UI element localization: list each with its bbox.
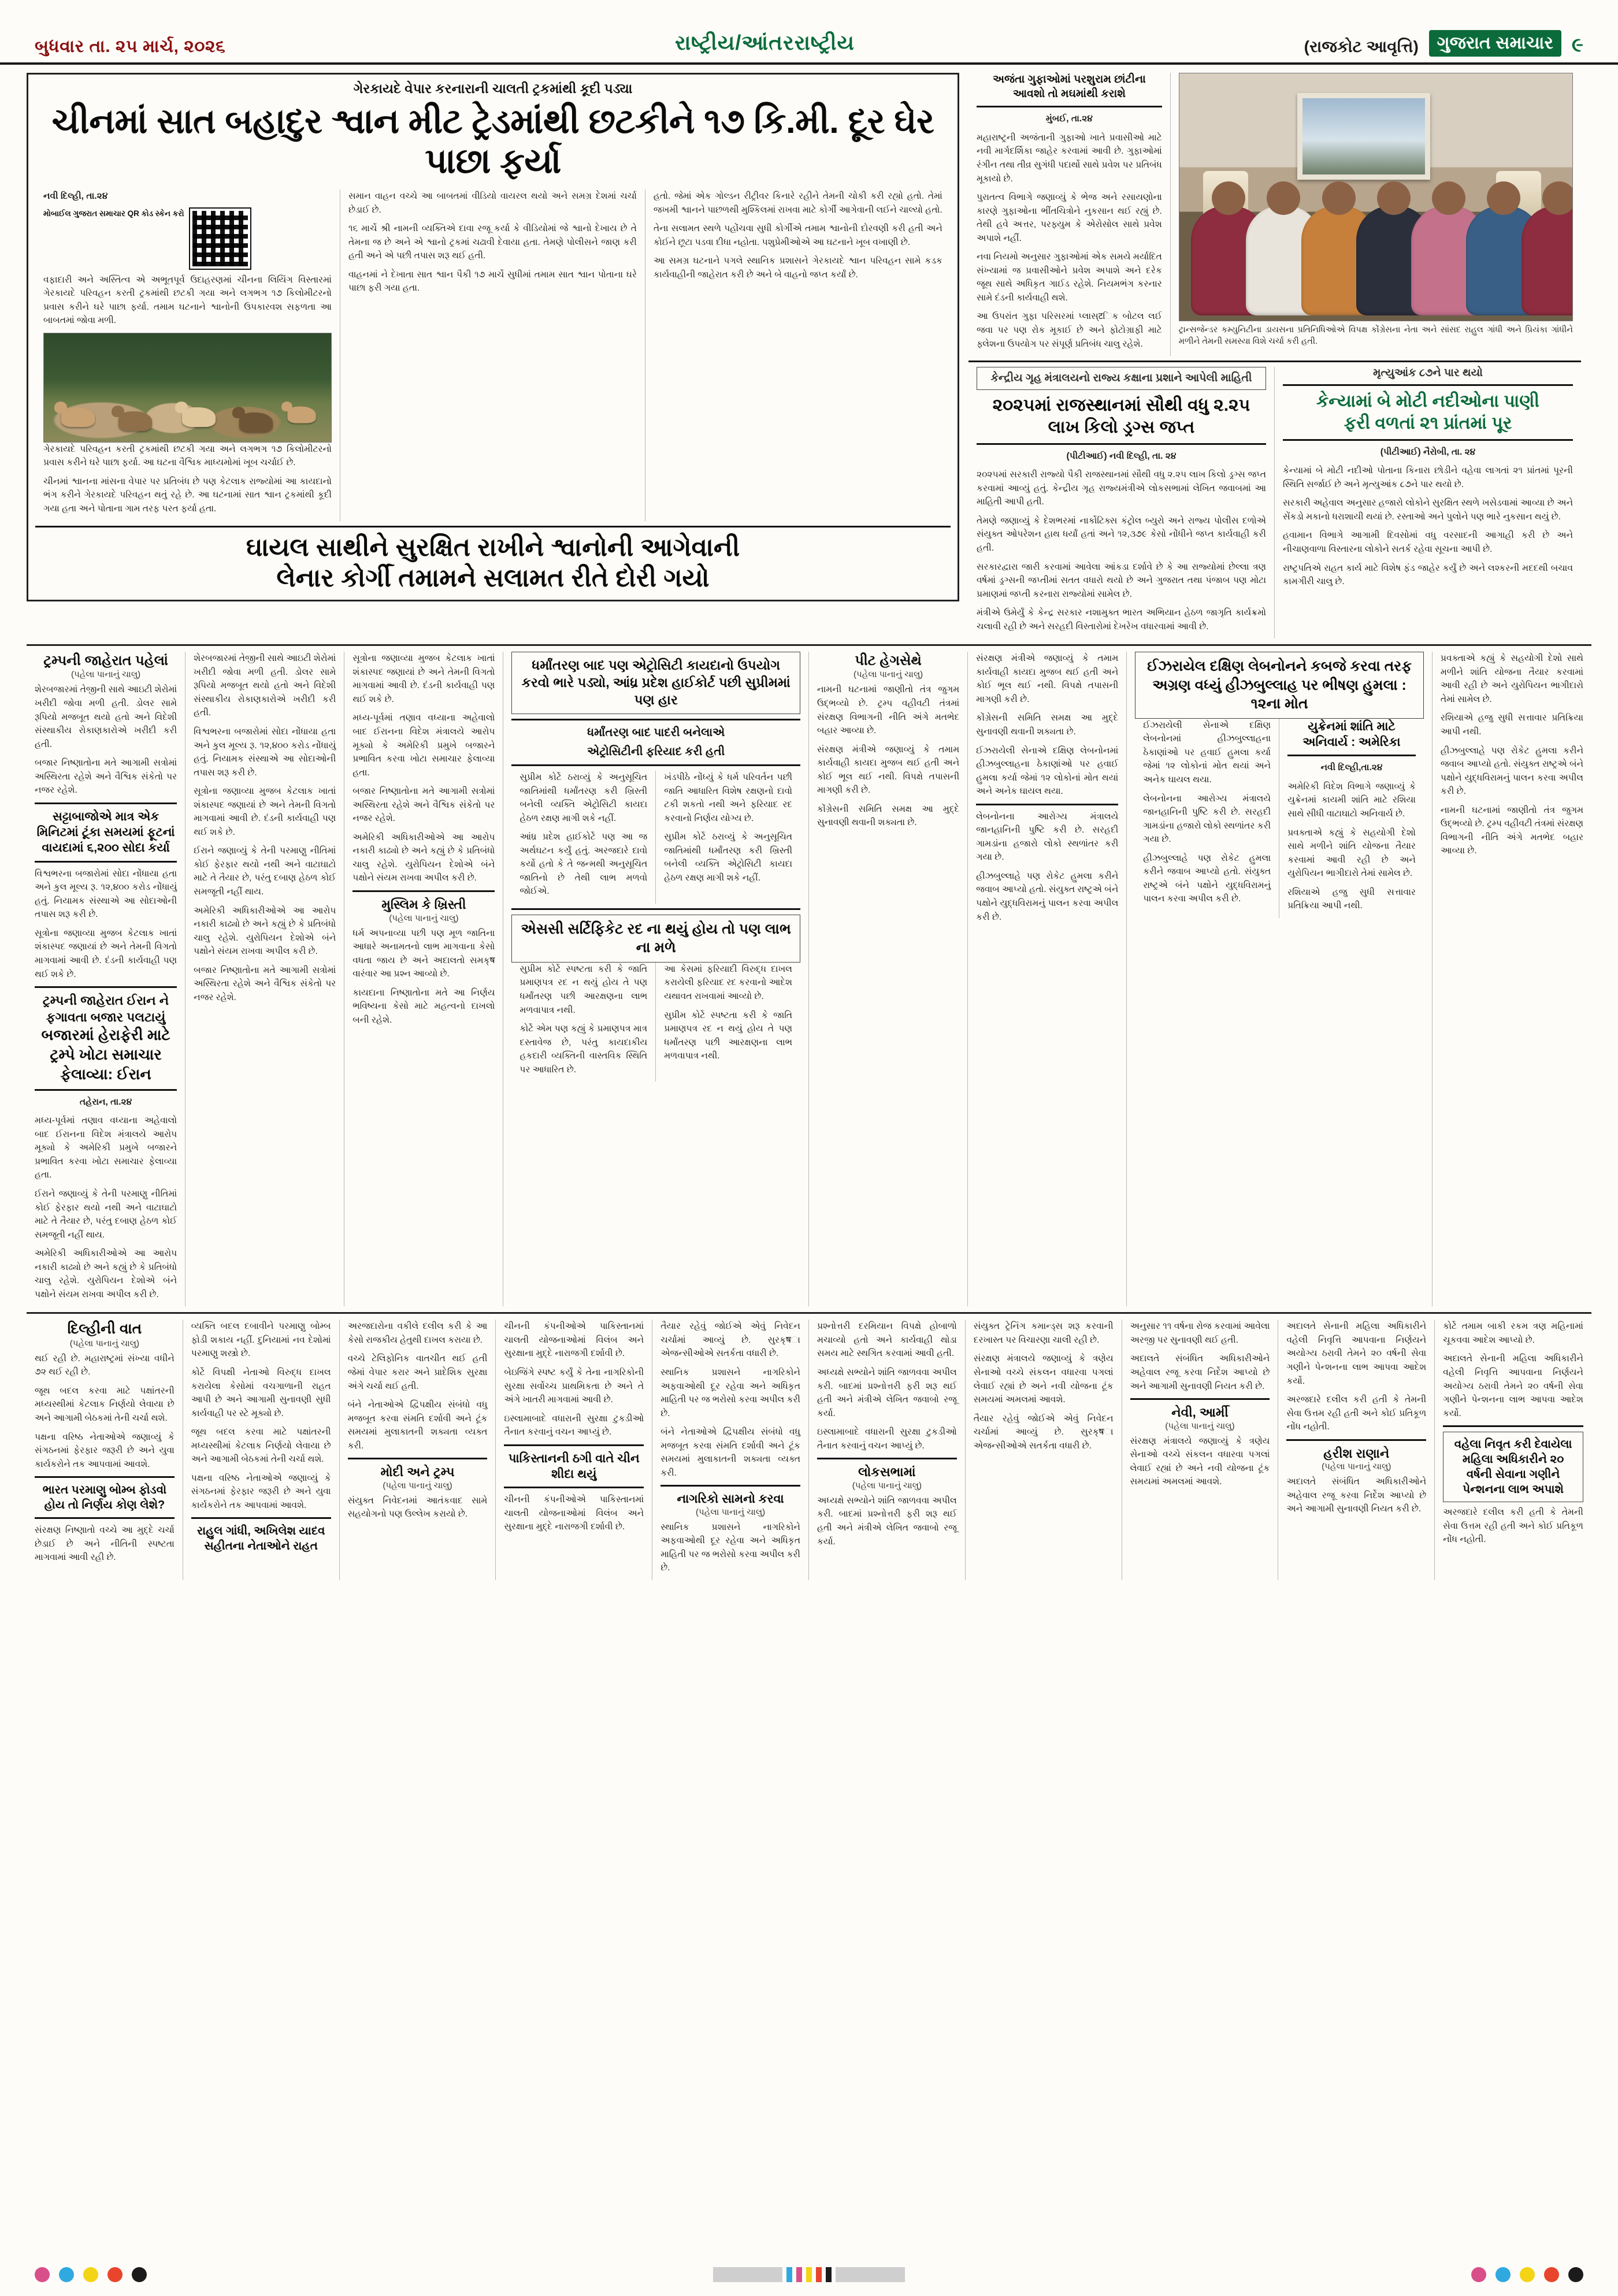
b2-s1-p1: શેરબજારમાં તેજીની સાથે આઇટી શેરોમાં ખરીદી જોવા મળી હતી. ડોલર સામે રૂપિયો મજબૂત થયો હતો અને વિદેશી સંસ્થાકીય રોકાણકારોએ ખરીદી કરી હતી. — [35, 685, 177, 749]
b3-s6-contd: (પહેલા પાનાનું ચાલુ) — [852, 1480, 922, 1491]
story-drugs-p3: સરકારદ્વારા જારી કરવામાં આવેલા આંકડા દર્શાવે છે કે આ રાજ્યોમાં છેલ્લા ત્રણ વર્ષમાં ડ્રગ્સની જપ્તીમાં સતત વધારો થયો છે અને ગુજરાત તથા પંજાબ પણ મોટા પ્રમાણમાં જપ્તી કરનારા રાજ્યોમાં સામેલ છે. — [977, 562, 1266, 599]
b2-s7-body — [817, 683, 959, 829]
story-flood-dateline: નૈરોબી, તા. ૨૪ — [1423, 447, 1476, 457]
lead-col-1 — [35, 190, 340, 521]
b3-c4-p1: ચીનની કંપનીઓએ પાકિસ્તાનમાં ચાલતી યોજનાઓમાં વિલંબ અને સુરક્ષાના મુદ્દે નારાજગી દર્શાવી છે. — [504, 1321, 644, 1359]
b3-c6-p2: અધ્યક્ષે સભ્યોને શાંતિ જાળવવા અપીલ કરી. બાદમાં પ્રશ્નોત્તરી ફરી શરૂ થઈ હતી અને મંત્રીએ લેખિત જવાબો રજૂ કર્યા. — [817, 1367, 957, 1418]
b2-c3-p3: બજાર નિષ્ણાતોના મતે આગામી સત્રોમાં અસ્થિરતા રહેશે અને વૈશ્વિક સંકેતો પર નજર રહેશે. — [352, 786, 495, 824]
top-right-p4: આ ઉપરાંત ગુફા પરિસરમાં પ્લાસ્टિક બોટલ લઈ જવા પર પણ રોક મૂકાઈ છે અને ફોટોગ્રાફી માટે ફ્લેશના ઉપયોગ પર સંપૂર્ણ પ્રતિબંધ ચાલુ રહેશે. — [977, 311, 1162, 349]
b2-s8-col-a — [1135, 719, 1279, 918]
story-flood-headline-2: ફરી વળતાં ૨૧ પ્રાંતમાં પૂર — [1344, 413, 1512, 433]
wall-art — [1297, 93, 1430, 180]
band3-col2-flow — [191, 1320, 331, 1512]
photo-dogs — [43, 333, 332, 443]
b3-s9-box — [1443, 1432, 1583, 1502]
band3-col-7 — [966, 1320, 1122, 1580]
story-flood-p2: સરકારી અહેવાલ અનુસાર હજારો લોકોને સુરક્ષિત સ્થળે ખસેડવામાં આવ્યા છે અને સેંકડો મકાનો ધરાશાયી થયાં છે. રસ્તાઓ અને પુલોને પણ ભારે નુકસાન થયું છે. — [1283, 498, 1573, 522]
b2-s8-p1: ઈઝરાયેલી સેનાએ દક્ષિણ લેબનોનમાં હીઝબુલ્લાહના ઠેકાણાંઓ પર હવાઈ હુમલા કર્યા જેમાં ૧૨ લોકોનાં મોત થયાં અને અનેક ઘાયલ થયા. — [1143, 720, 1271, 785]
page-content — [0, 65, 1618, 1580]
b2-c6-p2: કોંગ્રેસની સમિતિ સમક્ષ આ મુદ્દે સુનાવણી થવાની શક્યતા છે. — [976, 713, 1119, 737]
band3-col4-flow — [504, 1320, 644, 1439]
lead-subhead-1: ઘાયલ સાથીને સુરક્ષિત રાખીને શ્વાનોની આગેવાની — [246, 533, 740, 562]
lead-col1-p2: ગેરકાયદે પરિવહન કરતી ટ્રકમાંથી છટકી ગયા અને લગભગ ૧૭ કિલોમીટરનો પ્રવાસ કરીને ઘરે પાછા ફર્યા. આ ઘટના વૈશ્વિક માધ્યમોમાં ખૂબ ચર્ચાઈ છે. — [43, 444, 332, 468]
top-right-package — [968, 73, 1581, 638]
b2-s6-body — [352, 927, 495, 1027]
b3-s5-headline: નાગરિકો સામનો કરવા — [677, 1492, 784, 1506]
b3-c2-p1: વ્યક્તિ બદલ દબાવીને પરમાણુ બોમ્બ ફોડી શકાય નહીં. દુનિયામાં નવ દેશોમાં પરમાણુ શસ્ત્રો છે. — [191, 1321, 331, 1359]
b2-s8-headline: ઈઝરાયેલ દક્ષિણ લેબનોનને કબજે કરવા તરફ અગ્રણ વધ્યું હીઝબુલ્લાહ પર ભીષણ હુમલા : ૧૨ના મોત — [1147, 658, 1412, 712]
top-right-photo-col — [1171, 73, 1581, 356]
lead-col3-p3: આ સમગ્ર ઘટનાને પગલે સ્થાનિક પ્રશાસને ગેરકાયદે શ્વાન પરિવહન સામે કડક કાર્યવાહીની જાહેરાત કરી છે અને બે વાહનો જપ્ત કર્યાં છે. — [653, 256, 942, 280]
band3-col8-flow — [1130, 1320, 1270, 1393]
band2-col3-flow — [352, 652, 495, 885]
band3-col-8 — [1122, 1320, 1279, 1580]
b3-c6-p3: ઇસ્લામાબાદે વધારાની સુરક્ષા ટુકડીઓ તૈનાત કરવાનું વચન આપ્યું છે. — [817, 1427, 957, 1451]
b3-c9-p1: અદાલતે સેનાની મહિલા અધિકારીને વહેલી નિવૃત્તિ આપવાના નિર્ણયને અયોગ્ય ઠરાવી તેમને ૨૦ વર્ષની સેવા ગણીને પેન્શનના લાભ આપવા આદેશ કર્યો. — [1286, 1321, 1427, 1386]
story-drugs-topline: કેન્દ્રીય ગૃહ મંત્રાલયનો રાજ્ય કક્ષાના પ્રશાને આપેલી માહિતી — [990, 372, 1252, 385]
lead-col1-p3: ચીનમાં શ્વાનના માંસના વેપાર પર પ્રતિબંધ છે પણ કેટલાક રાજ્યોમાં આ કાયદાનો ભંગ કરીને ગેરકાયદે પરિવહન થતું રહે છે. આ ઘટનામાં સાત શ્વાન ટ્રકમાંથી કૂદી ગયા હતા અને પોતાના ગામ તરફ પરત ફર્યા હતા. — [43, 476, 332, 514]
b2-c2-p3: સૂત્રોના જણાવ્યા મુજબ કેટલાક ખાતાં શંકાસ્પદ જણાયાં છે અને તેમની વિગતો માગવામાં આવી છે. દંડની કાર્યવાહી પણ થઈ શકે છે. — [194, 786, 336, 837]
b2-s5-p3: આ કેસમાં ફરિયાદી વિરુદ્ધ દાખલ કરાયેલી ફરિયાદ રદ કરવાનો આદેશ યથાવત રાખવામાં આવ્યો છે. — [664, 964, 793, 1001]
band2-col2-flow — [194, 652, 336, 1004]
b2-s4-sub1: ધર્માંતરણ બાદ પાદરી બનેલાએ — [587, 726, 725, 739]
b2-s9-dateline: નવી દિલ્હી,તા.૨૪ — [1320, 763, 1383, 773]
band3-col-9 — [1278, 1320, 1435, 1580]
b2-s3-p1: મધ્ય-પૂર્વમાં તણાવ વધ્યાના અહેવાલો બાદ ઈરાનના વિદેશ મંત્રાલયે આરોપ મૂક્યો કે અમેરિકી પ્રમુખે બજારને પ્રભાવિત કરવા ખોટા સમાચાર ફેલાવ્યા હતા. — [35, 1116, 177, 1180]
b3-c5-p3: બંને નેતાઓએ દ્વિપક્ષીય સંબંધો વધુ મજબૂત કરવા સંમતિ દર્શાવી અને ટૂંક સમયમાં મુલાકાતની શક્યતા વ્યક્ત કરી. — [660, 1427, 800, 1478]
b2-s1-p2: બજાર નિષ્ણાતોના મતે આગામી સત્રોમાં અસ્થિરતા રહેશે અને વૈશ્વિક સંકેતો પર નજર રહેશે. — [35, 758, 177, 796]
b3-s1-p1: થઈ રહી છે. મહારાષ્ટ્રમાં સંખ્યા વધીને ૭૨ થઈ રહી છે. — [35, 1353, 175, 1377]
band-bottom — [27, 1320, 1591, 1580]
lead-columns — [35, 190, 951, 521]
footer-dots-right — [1471, 2267, 1583, 2282]
story-drugs-p1: ૨૦૨૫માં સરકારી રાજ્યો પૈકી રાજસ્થાનમાં સૌથી વધુ ૨.૨૫ લાખ કિલો ડ્રગ્સ જપ્ત કરવામાં આવ્યું હતું. કેન્દ્રીય ગૃહ રાજ્યમંત્રીએ લોકસભામાં લેખિત જવાબમાં આ માહિતી આપી હતી. — [977, 470, 1266, 507]
b3-c6-p4: અધ્યક્ષે સભ્યોને શાંતિ જાળવવા અપીલ કરી. બાદમાં પ્રશ્નોત્તરી ફરી શરૂ થઈ હતી અને મંત્રીએ લેખિત જવાબો રજૂ કર્યા. — [817, 1495, 957, 1547]
band-lead — [27, 73, 1591, 638]
story-drugs-body — [977, 449, 1266, 634]
qr-label: મોબાઈલ ગુજરાત સમાચાર QR કોડ સ્કેન કરો — [43, 209, 184, 218]
band2-col-5 — [809, 652, 968, 1306]
b3-s7-headline: નેવી, આર્મી — [1171, 1405, 1229, 1420]
band2-col8-flow — [1441, 652, 1583, 858]
b2-s6-p2: કાયદાના નિષ્ણાતોના મતે આ નિર્ણય ભવિષ્યના કેસો માટે મહત્વનો દાખલો બની રહેશે. — [352, 987, 495, 1025]
b2-s1-headline: ટ્રમ્પની જાહેરાત પહેલાં — [43, 653, 168, 669]
b2-s8-col-b — [1279, 719, 1424, 918]
b3-s1-sub: ભારત પરમાણુ બોમ્બ ફોડવો હોય તો નિર્ણય કોણ લેશે? — [42, 1484, 167, 1512]
story-drugs — [968, 367, 1275, 638]
b2-s4-box — [511, 652, 800, 714]
b3-c9-p2: અરજદારે દલીલ કરી હતી કે તેમની સેવા ઉત્તમ રહી હતી અને કોઈ પ્રતિકૂળ નોંધ નહોતી. — [1286, 1395, 1427, 1432]
masthead — [0, 0, 1618, 65]
b3-s7-contd: (પહેલા પાનાનું ચાલુ) — [1165, 1421, 1235, 1431]
b3-s3-contd: (પહેલા પાનાનું ચાલુ) — [383, 1480, 452, 1491]
qr-block — [43, 209, 332, 269]
story-drugs-topline-box — [977, 367, 1266, 390]
band3-col-3 — [340, 1320, 496, 1580]
b3-s1-p2: જૂથ બદલ કરવા માટે પક્ષાંતરની મધ્યસ્થીમાં કેટલાક નિર્ણયો લેવાયા છે અને આગામી બેઠકમાં તેની ચર્ચા થશે. — [35, 1385, 175, 1424]
story-flood-p4: રાષ્ટ્રપતિએ રાહત કાર્ય માટે વિશેષ ફંડ જાહેર કર્યું છે અને લશ્કરની મદદથી બચાવ કામગીરી ચાલુ છે. — [1283, 563, 1573, 587]
photo-meeting — [1179, 73, 1573, 321]
band2-col-2 — [185, 652, 344, 1306]
b3-c8-p2: અદાલતે સંબંધિત અધિકારીઓને અહેવાલ રજૂ કરવા નિર્દેશ આપ્યો છે અને આગામી સુનાવણી નિયત કરી છે. — [1130, 1354, 1270, 1391]
b3-c3-p3: બંને નેતાઓએ દ્વિપક્ષીય સંબંધો વધુ મજબૂત કરવા સંમતિ દર્શાવી અને ટૂંક સમયમાં મુલાકાતની શક્યતા વ્યક્ત કરી. — [347, 1400, 488, 1451]
b3-s5-contd: (પહેલા પાનાનું ચાલુ) — [695, 1507, 766, 1517]
lead-box — [27, 73, 959, 601]
b2-s2-p2: સૂત્રોના જણાવ્યા મુજબ કેટલાક ખાતાં શંકાસ્પદ જણાયાં છે અને તેમની વિગતો માગવામાં આવી છે. દંડની કાર્યવાહી પણ થઈ શકે છે. — [35, 928, 177, 979]
top-right-p1: મહારાષ્ટ્રની અજંતાની ગુફાઓ ખાતે પ્રવાસીઓ માટે નવી માર્ગદર્શિકા જાહેર કરવામાં આવી છે. ગુફાઓમાં રંગીન તથા તીવ્ર સુગંધી પદાર્થો સાથે પ્રવેશ પર પ્રતિબંધ મૂકાયો છે. — [977, 132, 1162, 184]
b2-s9-headline: યુક્રેનમાં શાંતિ માટે અનિવાર્ય : અમેરિકા — [1302, 719, 1401, 749]
lead-dateline: નવી દિલ્હી, તા.૨૪ — [43, 191, 108, 202]
b2-c3-p4: અમેરિકી અધિકારીઓએ આ આરોપ નકારી કાઢ્યો છે અને કહ્યું છે કે પ્રતિબંધો ચાલુ રહેશે. યુરોપિયન દેશોએ બંને પક્ષોને સંયમ રાખવા અપીલ કરી છે. — [352, 832, 495, 883]
b2-s7-p1: નામની ઘટનામાં જાણીતો તંત્ર જુગમ ઉદ્ભવ્યો છે. ટ્રમ્પ વહીવટી તંત્રમાં સંરક્ષણ વિભાગની નીતિ અંગે મતભેદ બહાર આવ્યા છે. — [817, 685, 960, 736]
b2-c2-p2: વિશ્વભરના બજારોમાં સોદા નોંધાયા હતા અને કુલ મૂલ્ય રૂ. ૧૨,૪૦૦ કરોડ નોંધાયું હતું. નિયામક સંસ્થાએ આ સોદાઓની તપાસ શરૂ કરી છે. — [194, 727, 336, 778]
b3-c4-p2: બેઇજિંગે સ્પષ્ટ કર્યું કે તેના નાગરિકોની સુરક્ષા સર્વોચ્ચ પ્રાથમિકતા છે અને તે અંગે ખાતરી માગવામાં આવી છે. — [504, 1367, 644, 1405]
b3-s2-headline: રાહુલ ગાંધી, અખિલેશ યાદવ સહીતના નેતાઓને રાહત — [196, 1525, 325, 1553]
b2-s4-p4: સુપ્રીમ કોર્ટે ઠરાવ્યું કે અનુસૂચિત જાતિમાંથી ધર્માંતરણ કરી ખ્રિસ્તી બનેલી વ્યક્તિ એટ્રોસિટી કાયદા હેઠળ રક્ષણ માગી શકે નહીં. — [664, 832, 793, 883]
b2-s3-body — [35, 1095, 177, 1302]
b3-s8-contd: (પહેલા પાનાનું ચાલુ) — [1322, 1462, 1391, 1472]
story-flood-topline: મૃત્યુઆંક ૮૭ને પાર થયો — [1373, 367, 1483, 380]
top-right-dateline: મુંબઈ, તા.૨૪ — [1045, 114, 1093, 124]
b2-s2-p1: વિશ્વભરના બજારોમાં સોદા નોંધાયા હતા અને કુલ મૂલ્ય રૂ. ૧૨,૪૦૦ કરોડ નોંધાયું હતું. નિયામક સંસ્થાએ આ સોદાઓની તપાસ શરૂ કરી છે. — [35, 868, 177, 920]
b3-c3-p4: સંયુક્ત નિવેદનમાં આતંકવાદ સામે સહયોગનો પણ ઉલ્લેખ કરાયો છે. — [347, 1495, 488, 1519]
b2-s5-p1: સુપ્રીમ કોર્ટે સ્પષ્ટતા કરી કે જાતિ પ્રમાણપત્ર રદ ન થયું હોય તે પણ ધર્માંતરણ પછી આરક્ષણના લાભ મળવાપાત્ર નથી. — [519, 964, 648, 1015]
lead-package — [27, 73, 968, 638]
b2-s5-p2: કોર્ટે એમ પણ કહ્યું કે પ્રમાણપત્ર માત્ર દસ્તાવેજ છે, પરંતુ કાયદાકીય હકદારી વ્યક્તિની વાસ્તવિક સ્થિતિ પર આધારિત છે. — [519, 1024, 648, 1075]
b3-c5-p1: તૈયાર રહેવું જોઈએ એવું નિવેદન ચર્ચામાં આવ્યું છે. સુરક્षા એજન્સીઓએ સતર્કતા વધારી છે. — [660, 1321, 800, 1359]
b3-c5-p4: સ્થાનિક પ્રશાસને નાગરિકોને અફવાઓથી દૂર રહેવા અને અધિકૃત માહિતી પર જ ભરોસો કરવા અપીલ કરી છે. — [660, 1522, 800, 1573]
band3-col6-flow — [817, 1320, 957, 1452]
lead-col3-text — [654, 190, 942, 281]
top-right-text-col — [968, 73, 1171, 356]
b2-s7-contd: (પહેલા પાનાનું ચાલુ) — [853, 670, 923, 680]
b2-s3-headline-2: બજારમાં હેરાફેરી માટે ટ્રમ્પે ખોટા સમાચાર ફેલાવ્યા: ઈરાન — [41, 1026, 170, 1083]
top-right-body — [977, 112, 1162, 351]
b3-c2-p2: કોર્ટે વિપક્ષી નેતાઓ વિરુદ્ધ દાખલ કરાયેલા કેસોમાં વચગાળાની રાહત આપી છે અને આગામી સુનાવણી સુધી કાર્યવાહી પર સ્ટે મૂક્યો છે. — [191, 1367, 331, 1418]
footer-bars — [713, 2267, 905, 2282]
b3-c10-p1: કોર્ટે તમામ બાકી રકમ ત્રણ મહિનામાં ચૂકવવા આદેશ આપ્યો છે. — [1443, 1321, 1583, 1345]
lead-col3-p2: તેના સલામત સ્થળે પહોંચવા સુધી કોર્ગીએ તમામ શ્વાનોની દોરવણી કરી હતી અને કોઈને છૂટા પડવા દીધા નહોતા. પશુપ્રેમીઓએ આ ઘટનાને ખૂબ વખાણી છે. — [653, 224, 942, 247]
lead-subhead-2: લેનાર કોર્ગી તમામને સલામત રીતે દોરી ગયો — [276, 564, 710, 593]
lead-col2-p2: ૧૬ માર્ચે શ્રી નામની વ્યક્તિએ દાવા રજૂ કર્યા કે વીડિયોમાં જે શ્વાનો દેખાય છે તે તેમના જ છે અને એ શ્વાનો ટ્રકમાં ચઢાવી દેવાયા હતા. તેમણે પોલીસને જાણ કરી હતી અને એ પછી તપાસ શરૂ થઈ હતી. — [348, 224, 637, 261]
b2-s4-p1: સુપ્રીમ કોર્ટે ઠરાવ્યું કે અનુસૂચિત જાતિમાંથી ધર્માંતરણ કરી ખ્રિસ્તી બનેલી વ્યક્તિ એટ્રોસિટી કાયદા હેઠળ રક્ષણ માગી શકે નહીં. — [519, 772, 648, 823]
top-right-kicker: અજંતા ગુફાઓમાં પરશુરામ છાંટીના આવશો તો મઘમાંથી કરાશે — [993, 73, 1146, 100]
top-right-p3: નવા નિયમો અનુસાર ગુફાઓમાં એક સમયે મર્યાદિત સંખ્યામાં જ પ્રવાસીઓને પ્રવેશ અપાશે અને દરેક જૂથ સાથે અધિકૃત ગાઈડ રહેશે. નિયમભંગ કરનાર સામે દંડની કાર્યવાહી થશે. — [977, 252, 1162, 303]
band3-col9-flow — [1286, 1320, 1426, 1433]
b3-s8-headline: હરીશ રાણાને — [1323, 1446, 1390, 1461]
b2-s5-cols — [511, 963, 800, 1082]
story-flood-p1: કેન્યામાં બે મોટી નદીઓ પોતાના કિનારા છોડીને વહેવા લાગતાં ૨૧ પ્રાંતમાં પૂરની સ્થિતિ સર્જાઈ છે અને મૃત્યુઆંક ૮૭ને પાર થયો છે. — [1283, 466, 1573, 489]
b2-s3-dateline: તહેરાન, તા.૨૪ — [79, 1097, 132, 1107]
b3-c3-p1: અરજદારોના વકીલે દલીલ કરી કે આ કેસો રાજકીય હેતુથી દાખલ કરાયા છે. — [347, 1321, 488, 1345]
b2-s1-contd: (પહેલા પાનાનું ચાલુ) — [70, 670, 141, 680]
top-right-row — [968, 73, 1581, 356]
b2-s8-cols — [1135, 719, 1424, 918]
b2-s9-p2: પ્રવક્તાએ કહ્યું કે સહયોગી દેશો સાથે મળીને શાંતિ યોજના તૈયાર કરવામાં આવી રહી છે અને યુરોપિયન ભાગીદારો તેમાં સામેલ છે. — [1287, 827, 1416, 879]
band3-col5-flow — [660, 1320, 800, 1480]
b2-s3-p2: ઈરાને જણાવ્યું કે તેની પરમાણુ નીતિમાં કોઈ ફેરફાર થયો નથી અને વાટાઘાટો માટે તે તૈયાર છે, પરંતુ દબાણ હેઠળ કોઈ સમજૂતી નહીં થાય. — [35, 1188, 177, 1240]
b3-c7-p1: સંયુક્ત ટ્રેનિંગ કમાન્ડ્સ શરૂ કરવાની દરખાસ્ત પર વિચારણા ચાલી રહી છે. — [973, 1321, 1114, 1345]
b3-c7-p2: સંરક્ષણ મંત્રાલયે જણાવ્યું કે ત્રણેય સેનાઓ વચ્ચે સંકલન વધારવા પગલાં લેવાઈ રહ્યાં છે અને નવી યોજના ટૂંક સમયમાં અમલમાં આવશે. — [973, 1354, 1114, 1405]
b2-c6-p4: લેબનોનના આરોગ્ય મંત્રાલયે જાનહાનિની પુષ્ટિ કરી છે. સરહદી ગામડાંના હજારો લોકો સ્થળાંતર કરી ગયા છે. — [976, 811, 1119, 863]
footer-dots-left — [35, 2267, 147, 2282]
qr-code-icon[interactable] — [190, 209, 250, 269]
b2-s5-headline: એસસી સર્ટિફિકેટ રદ ના થયું હોય તો પણ લાભ ના મળે — [521, 920, 791, 956]
band2-col-8 — [1433, 652, 1591, 1306]
b3-c10-p3: અરજદારે દલીલ કરી હતી કે તેમની સેવા ઉત્તમ રહી હતી અને કોઈ પ્રતિકૂળ નોંધ નહોતી. — [1443, 1507, 1583, 1545]
story-drugs-byline: (પીટીઆઈ) — [1066, 451, 1107, 461]
b2-s4-p2: આંધ્ર પ્રદેશ હાઈકોર્ટે પણ આ જ અર્થઘટન કર્યું હતું. અરજદારે દાવો કર્યો હતો કે તે જન્મથી અનુસૂચિત જાતિનો છે તેથી લાભ મળવો જોઈએ. — [519, 832, 648, 897]
b3-s4-headline: પાકિસ્તાનની ઠગી વાતે ચીન શીદા થયું — [508, 1451, 640, 1481]
b3-c4-p3: ઇસ્લામાબાદે વધારાની સુરક્ષા ટુકડીઓ તૈનાત કરવાનું વચન આપ્યું છે. — [504, 1413, 644, 1437]
b2-c2-p6: બજાર નિષ્ણાતોના મતે આગામી સત્રોમાં અસ્થિરતા રહેશે અને વૈશ્વિક સંકેતો પર નજર રહેશે. — [194, 965, 336, 1002]
lead-col2-p3: વાહનમાં ને દેખાતા સાત શ્વાન પૈકી ૧૭ માર્ચે સુધીમાં તમામ સાત શ્વાન પોતાના ઘરે પાછા ફરી ગયા હતા. — [348, 269, 637, 293]
b2-s8-box — [1135, 652, 1424, 719]
band-middle — [27, 652, 1591, 1306]
b3-s1-p5: સંરક્ષણ નિષ્ણાતો વચ્ચે આ મુદ્દે ચર્ચા છેડાઈ છે અને નીતિની સ્પષ્ટતા માગવામાં આવી રહી છે. — [35, 1525, 175, 1563]
b2-s5-p4: સુપ્રીમ કોર્ટે સ્પષ્ટતા કરી કે જાતિ પ્રમાણપત્ર રદ ન થયું હોય તે પણ ધર્માંતરણ પછી આરક્ષણના લાભ મળવાપાત્ર નથી. — [664, 1010, 793, 1061]
story-drugs-p2: તેમણે જણાવ્યું કે દેશભરમાં નાર્કોટિક્સ કંટ્રોલ બ્યુરો અને રાજ્ય પોલીસ દળોએ સંયુક્ત ઓપરેશન હાથ ધર્યાં હતાં અને ૧૨,૩૭૯ કેસો નોંધીને જપ્ત કાર્યવાહી કરી હતી. — [977, 515, 1266, 553]
b2-s9-p1: અમેરિકી વિદેશ વિભાગે જણાવ્યું કે યુક્રેનમાં કાયમી શાંતિ માટે રશિયા સાથે સીધી વાટાઘાટો અનિવાર્ય છે. — [1287, 781, 1416, 819]
band2-col-4 — [503, 652, 809, 1306]
masthead-page-number: ૯ — [1571, 34, 1583, 56]
band2-col-6 — [968, 652, 1127, 1306]
b2-c8-p3: હીઝબુલ્લાહે પણ રોકેટ હુમલા કરીને જવાબ આપ્યો હતો. સંયુક્ત રાષ્ટ્રએ બંને પક્ષોને યુદ્ધવિરામનું પાલન કરવા અપીલ કરી છે. — [1440, 745, 1584, 797]
b2-s4-col-a — [511, 771, 656, 904]
lead-kicker: ગેરકાયદે વેપાર કરનારાની ચાલતી ટ્રકમાંથી કૂદી પડ્યા — [353, 81, 633, 96]
masthead-date: બુધવાર તા. ૨૫ માર્ચ, ૨૦૨૬ — [35, 37, 226, 56]
band3-col-10 — [1435, 1320, 1591, 1580]
story-flood-headline-1: કેન્યામાં બે મોટી નદીઓના પાણી — [1316, 392, 1539, 411]
footer-registration-marks — [0, 2267, 1618, 2282]
band3-col-1 — [27, 1320, 183, 1580]
band3-col-4 — [496, 1320, 652, 1580]
b2-c2-p5: અમેરિકી અધિકારીઓએ આ આરોપ નકારી કાઢ્યો છે અને કહ્યું છે કે પ્રતિબંધો ચાલુ રહેશે. યુરોપિયન દેશોએ બંને પક્ષોને સંયમ રાખવા અપીલ કરી છે. — [194, 905, 336, 957]
b2-s3-p3: અમેરિકી અધિકારીઓએ આ આરોપ નકારી કાઢ્યો છે અને કહ્યું છે કે પ્રતિબંધો ચાલુ રહેશે. યુરોપિયન દેશોએ બંને પક્ષોને સંયમ રાખવા અપીલ કરી છે. — [35, 1249, 177, 1299]
b2-s8-p3: હીઝબુલ્લાહે પણ રોકેટ હુમલા કરીને જવાબ આપ્યો હતો. સંયુક્ત રાષ્ટ્રએ બંને પક્ષોને યુદ્ધવિરામનું પાલન કરવા અપીલ કરી છે. — [1143, 853, 1271, 904]
lead-col3-p1: હતો. જેમાં એક ગોલ્ડન રીટ્રીવર કિનારે રહીને તેમની ચોકી કરી રહ્યો હતો. તેમાં જખમી શ્વાનને પાછળથી મુશ્કિલમાં રાખવા માટે કોર્ગી આગેવાની લઈને ચાલ્યો હતો. — [653, 191, 942, 215]
b2-s4-sub2: એટ્રોસિટીની ફરિયાદ કરી હતી — [587, 745, 725, 758]
band3-col7-flow — [974, 1320, 1114, 1452]
band3-col-5 — [652, 1320, 809, 1580]
lead-headline: ચીનમાં સાત બહાદુર શ્વાન મીટ ટ્રેડમાંથી છટકીને ૧૭ કિ.મી. દૂર ઘેર પાછા ફર્યા — [51, 101, 934, 181]
b3-c8-p3: સંરક્ષણ મંત્રાલયે જણાવ્યું કે ત્રણેય સેનાઓ વચ્ચે સંકલન વધારવા પગલાં લેવાઈ રહ્યાં છે અને નવી યોજના ટૂંક સમયમાં અમલમાં આવશે. — [1130, 1436, 1270, 1487]
b2-c3-p2: મધ્ય-પૂર્વમાં તણાવ વધ્યાના અહેવાલો બાદ ઈરાનના વિદેશ મંત્રાલયે આરોપ મૂક્યો કે અમેરિકી પ્રમુખે બજારને પ્રભાવિત કરવા ખોટા સમાચાર ફેલાવ્યા હતા. — [352, 713, 495, 778]
top-right-p2: પુરાતત્વ વિભાગે જણાવ્યું કે ભેજ અને રસાયણોના કારણે ગુફાઓના ભીંતચિત્રોને નુકસાન થઈ રહ્યું છે. તેથી હવે અત્તર, પરફ્યુમ કે એરોસોલ સાથે પ્રવેશ અપાશે નહીં. — [977, 192, 1162, 243]
b2-s9-p3: રશિયાએ હજુ સુધી સત્તાવાર પ્રતિક્રિયા આપી નથી. — [1287, 887, 1416, 911]
b2-s2-body — [35, 867, 177, 981]
b2-s3-headline-1: ટ્રમ્પની જાહેરાત ઈરાન ને ફગાવતા બજાર પલટાયું — [42, 993, 169, 1024]
b3-s9-headline: વહેલા નિવૃત કરી દેવાયેલા મહિલા અધિકારીને ૨૦ વર્ષની સેવાના ગણીને પેન્શનના લાભ અપાશે — [1454, 1438, 1572, 1496]
band3-col10-flow — [1443, 1320, 1583, 1420]
b3-s1-headline: દિલ્હીની વાત — [67, 1321, 142, 1338]
b3-c5-p2: સ્થાનિક પ્રશાસને નાગરિકોને અફવાઓથી દૂર રહેવા અને અધિકૃત માહિતી પર જ ભરોસો કરવા અપીલ કરી છે. — [660, 1367, 800, 1418]
b3-c9-p3: અદાલતે સંબંધિત અધિકારીઓને અહેવાલ રજૂ કરવા નિર્દેશ આપ્યો છે અને આગામી સુનાવણી નિયત કરી છે. — [1286, 1477, 1427, 1514]
photo-meeting-caption: ટ્રાન્સજેન્ડર કમ્યુનિટીના ડાયસના પ્રતિનિધિઓએ વિપક્ષ કોંગ્રેસના નેતા અને સાંસદ રાહુલ ગાંધી અને પ્રિયંકા ગાંધીને મળીને તેમની સમસ્યા વિશે ચર્ચા કરી હતી. — [1178, 325, 1573, 347]
b3-s1-body — [35, 1352, 175, 1471]
lead-col1-p1: વફાદારી અને અસ્તિત્વ એ અભૂતપૂર્વ ઉદાહરણમાં ચીનના લિયિંગ વિસ્તારમાં ગેરકાયદે પરિવહન કરતી ટ્રકમાંથી છટકી ગયા અને લગભગ ૧૭ કિલોમીટરનો પ્રવાસ કરીને ઘરે પાછા ફર્યા. તમામ ઘટનાને શ્વાનોની ઉપકારવશ સફળતા આ બાબતમાં જોવા મળી. — [43, 274, 332, 326]
band3-col-6 — [809, 1320, 966, 1580]
story-drugs-dateline: નવી દિલ્હી, તા. ૨૪ — [1109, 451, 1177, 461]
b2-s4-p3: ખંડપીઠે નોંધ્યું કે ધર્મ પરિવર્તન પછી જાતિ આધારિત વિશેષ રક્ષણનો દાવો ટકી શકતો નથી અને ફરિયાદ રદ કરવાનો નિર્ણય યોગ્ય છે. — [664, 772, 793, 823]
b3-s6-headline: લોકસભામાં — [858, 1465, 916, 1480]
b2-s5-col-b — [656, 963, 800, 1082]
b3-s1-contd: (પહેલા પાનાનું ચાલુ) — [69, 1338, 139, 1348]
b2-c6-p5: હીઝબુલ્લાહે પણ રોકેટ હુમલા કરીને જવાબ આપ્યો હતો. સંયુક્ત રાષ્ટ્રએ બંને પક્ષોને યુદ્ધવિરામનું પાલન કરવા અપીલ કરી છે. — [976, 871, 1119, 922]
story-drugs-headline: ૨૦૨૫માં રાજસ્થાનમાં સૌથી વધુ ૨.૨૫ લાખ કિલો ડ્રગ્સ જપ્ત — [992, 396, 1250, 437]
b2-c6-p1: સંરક્ષણ મંત્રીએ જણાવ્યું કે તમામ કાર્યવાહી કાયદા મુજબ થઈ હતી અને કોઈ ભૂલ થઈ નથી. વિપક્ષે તપાસની માગણી કરી છે. — [976, 653, 1119, 704]
b3-c10-p2: અદાલતે સેનાની મહિલા અધિકારીને વહેલી નિવૃત્તિ આપવાના નિર્ણયને અયોગ્ય ઠરાવી તેમને ૨૦ વર્ષની સેવા ગણીને પેન્શનના લાભ આપવા આદેશ કર્યો. — [1443, 1354, 1583, 1418]
b3-c2-p4: પક્ષના વરિષ્ઠ નેતાઓએ જણાવ્યું કે સંગઠનમાં ફેરફાર જરૂરી છે અને યુવા કાર્યકરોને તક આપવામાં આવશે. — [191, 1473, 331, 1510]
lead-col2-p1: સમાન વાહન વચ્ચે આ બાબતમાં વીડિયો વાયરલ થયો અને સમગ્ર દેશમાં ચર્ચા છેડાઈ છે. — [348, 191, 637, 215]
b2-s1-body — [35, 683, 177, 797]
b2-c2-p4: ઈરાને જણાવ્યું કે તેની પરમાણુ નીતિમાં કોઈ ફેરફાર થયો નથી અને વાટાઘાટો માટે તે તૈયાર છે, પરંતુ દબાણ હેઠળ કોઈ સમજૂતી નહીં થાય. — [194, 846, 336, 897]
band2-col-3 — [344, 652, 503, 1306]
b2-s5-col-a — [511, 963, 656, 1082]
b2-s7-headline: પીટ હેગસેથે — [855, 653, 922, 669]
b3-s3-headline: મોદી અને ટ્રમ્પ — [380, 1465, 455, 1480]
b2-c2-p1: શેરબજારમાં તેજીની સાથે આઇટી શેરોમાં ખરીદી જોવા મળી હતી. ડોલર સામે રૂપિયો મજબૂત થયો હતો અને વિદેશી સંસ્થાકીય રોકાણકારોએ ખરીદી કરી હતી. — [194, 653, 336, 718]
band2-col-1 — [27, 652, 185, 1306]
masthead-brand-group — [1304, 30, 1583, 57]
story-flood-body — [1283, 445, 1573, 589]
story-flood-p3: હવામાન વિભાગે આગામી દિવસોમાં વધુ વરસાદની આગાહી કરી છે અને નીચાણવાળા વિસ્તારના લોકોને સતર્ક રહેવા સૂચના આપી છે. — [1283, 530, 1573, 554]
lead-col2-text — [348, 190, 637, 295]
b2-s4-col-b — [656, 771, 800, 904]
band3-col3-flow — [348, 1320, 488, 1452]
b2-s6-contd: (પહેલા પાનાનું ચાલુ) — [389, 913, 459, 923]
b2-c3-p1: સૂત્રોના જણાવ્યા મુજબ કેટલાક ખાતાં શંકાસ્પદ જણાયાં છે અને તેમની વિગતો માગવામાં આવી છે. દંડની કાર્યવાહી પણ થઈ શકે છે. — [352, 653, 495, 704]
b2-s4-cols — [511, 771, 800, 904]
right-two-stories — [968, 367, 1581, 638]
b3-c4-p4: ચીનની કંપનીઓએ પાકિસ્તાનમાં ચાલતી યોજનાઓમાં વિલંબ અને સુરક્ષાના મુદ્દે નારાજગી દર્શાવી છે. — [504, 1495, 644, 1532]
b3-c7-p3: તૈયાર રહેવું જોઈએ એવું નિવેદન ચર્ચામાં આવ્યું છે. સુરક્षા એજન્સીઓએ સતર્કતા વધારી છે. — [973, 1413, 1114, 1451]
masthead-edition: (રાજકોટ આવૃત્તિ) — [1304, 38, 1419, 55]
b3-c8-p1: અનુસાર ૧૧ વર્ષના રોજ કરવામાં આવેલા અરજી પર સુનાવણી થઈ હતી. — [1130, 1321, 1270, 1345]
b2-s5-box — [511, 915, 800, 963]
b2-s4-headline: ધર્માંતરણ બાદ પણ એટ્રોસિટી કાયદાનો ઉપયોગ કરવો ભારે પડ્યો, આંધ્ર પ્રદેશ હાઈકોર્ટ પછી સુપ્રીમમાં પણ હાર — [521, 657, 791, 708]
story-flood — [1275, 367, 1581, 638]
masthead-section: રાષ્ટ્રીય/આંતરરાષ્ટ્રીય — [674, 31, 855, 54]
band2-col-7 — [1127, 652, 1433, 1306]
story-flood-byline: (પીટીઆઈ) — [1380, 447, 1421, 457]
masthead-brand: ગુજરાત સમાચાર — [1429, 30, 1561, 57]
b3-c3-p2: વચ્ચે ટેલિફોનિક વાતચીત થઈ હતી જેમાં વેપાર કરાર અને પ્રાદેશિક સુરક્ષા અંગે ચર્ચા થઈ હતી. — [347, 1354, 488, 1391]
b2-c8-p4: નામની ઘટનામાં જાણીતો તંત્ર જુગમ ઉદ્ભવ્યો છે. ટ્રમ્પ વહીવટી તંત્રમાં સંરક્ષણ વિભાગની નીતિ અંગે મતભેદ બહાર આવ્યા છે. — [1440, 805, 1584, 856]
b2-c6-p3: ઈઝરાયેલી સેનાએ દક્ષિણ લેબનોનમાં હીઝબુલ્લાહના ઠેકાણાંઓ પર હવાઈ હુમલા કર્યા જેમાં ૧૨ લોકોનાં મોત થયાં અને અનેક ઘાયલ થયા. — [976, 745, 1119, 797]
b2-s7-p3: કોંગ્રેસની સમિતિ સમક્ષ આ મુદ્દે સુનાવણી થવાની શક્યતા છે. — [817, 804, 960, 828]
b2-c8-p2: રશિયાએ હજુ સુધી સત્તાવાર પ્રતિક્રિયા આપી નથી. — [1440, 713, 1584, 737]
lead-col1-text — [43, 190, 332, 515]
band2-col6-flow — [976, 652, 1118, 798]
b2-s7-p2: સંરક્ષણ મંત્રીએ જણાવ્યું કે તમામ કાર્યવાહી કાયદા મુજબ થઈ હતી અને કોઈ ભૂલ થઈ નથી. વિપક્ષે તપાસની માગણી કરી છે. — [817, 744, 960, 796]
b2-c8-p1: પ્રવક્તાએ કહ્યું કે સહયોગી દેશો સાથે મળીને શાંતિ યોજના તૈયાર કરવામાં આવી રહી છે અને યુરોપિયન ભાગીદારો તેમાં સામેલ છે. — [1440, 653, 1584, 704]
b2-s2-headline: સટ્ટાબાજોએ માત્ર એક મિનિટમાં ટૂંકા સમયમાં ફૂટનાં વાયદામાં ૬,૨૦૦ સોદા કર્યા — [36, 809, 175, 855]
b2-s6-p1: ધર્મ અપનાવ્યા પછી પણ મૂળ જાતિના આધારે અનામતનો લાભ માગવાના કેસો વધતા જાય છે અને અદાલતો સમક્ष વારંવાર આ પ્રશ્ન આવ્યો છે. — [352, 928, 495, 979]
lead-col-3 — [645, 190, 951, 521]
story-drugs-p4: મંત્રીએ ઉમેર્યું કે કેન્દ્ર સરકાર નશામુક્ત ભારત અભિયાન હેઠળ જાગૃતિ કાર્યક્રમો ચલાવી રહી છે અને સરહદી વિસ્તારોમાં દેખરેખ વધારવામાં આવી છે. — [977, 608, 1266, 631]
b3-c6-p1: પ્રશ્નોત્તરી દરમિયાન વિપક્ષે હોબાળો મચાવ્યો હતો અને કાર્યવાહી થોડા સમય માટે સ્થગિત કરવામાં આવી હતી. — [817, 1321, 957, 1359]
b2-s6-headline: મુસ્લિમ કે ખ્રિસ્તી — [381, 897, 466, 912]
b2-s8-p2: લેબનોનના આરોગ્ય મંત્રાલયે જાનહાનિની પુષ્ટિ કરી છે. સરહદી ગામડાંના હજારો લોકો સ્થળાંતર કરી ગયા છે. — [1143, 793, 1271, 845]
band3-col-2 — [183, 1320, 340, 1580]
b3-s1-p3: પક્ષના વરિષ્ઠ નેતાઓએ જણાવ્યું કે સંગઠનમાં ફેરફાર જરૂરી છે અને યુવા કાર્યકરોને તક આપવામાં આવશે. — [35, 1432, 175, 1469]
lead-col-2 — [340, 190, 645, 521]
b3-c2-p3: જૂથ બદલ કરવા માટે પક્ષાંતરની મધ્યસ્થીમાં કેટલાક નિર્ણયો લેવાયા છે અને આગામી બેઠકમાં તેની ચર્ચા થશે. — [191, 1427, 331, 1465]
